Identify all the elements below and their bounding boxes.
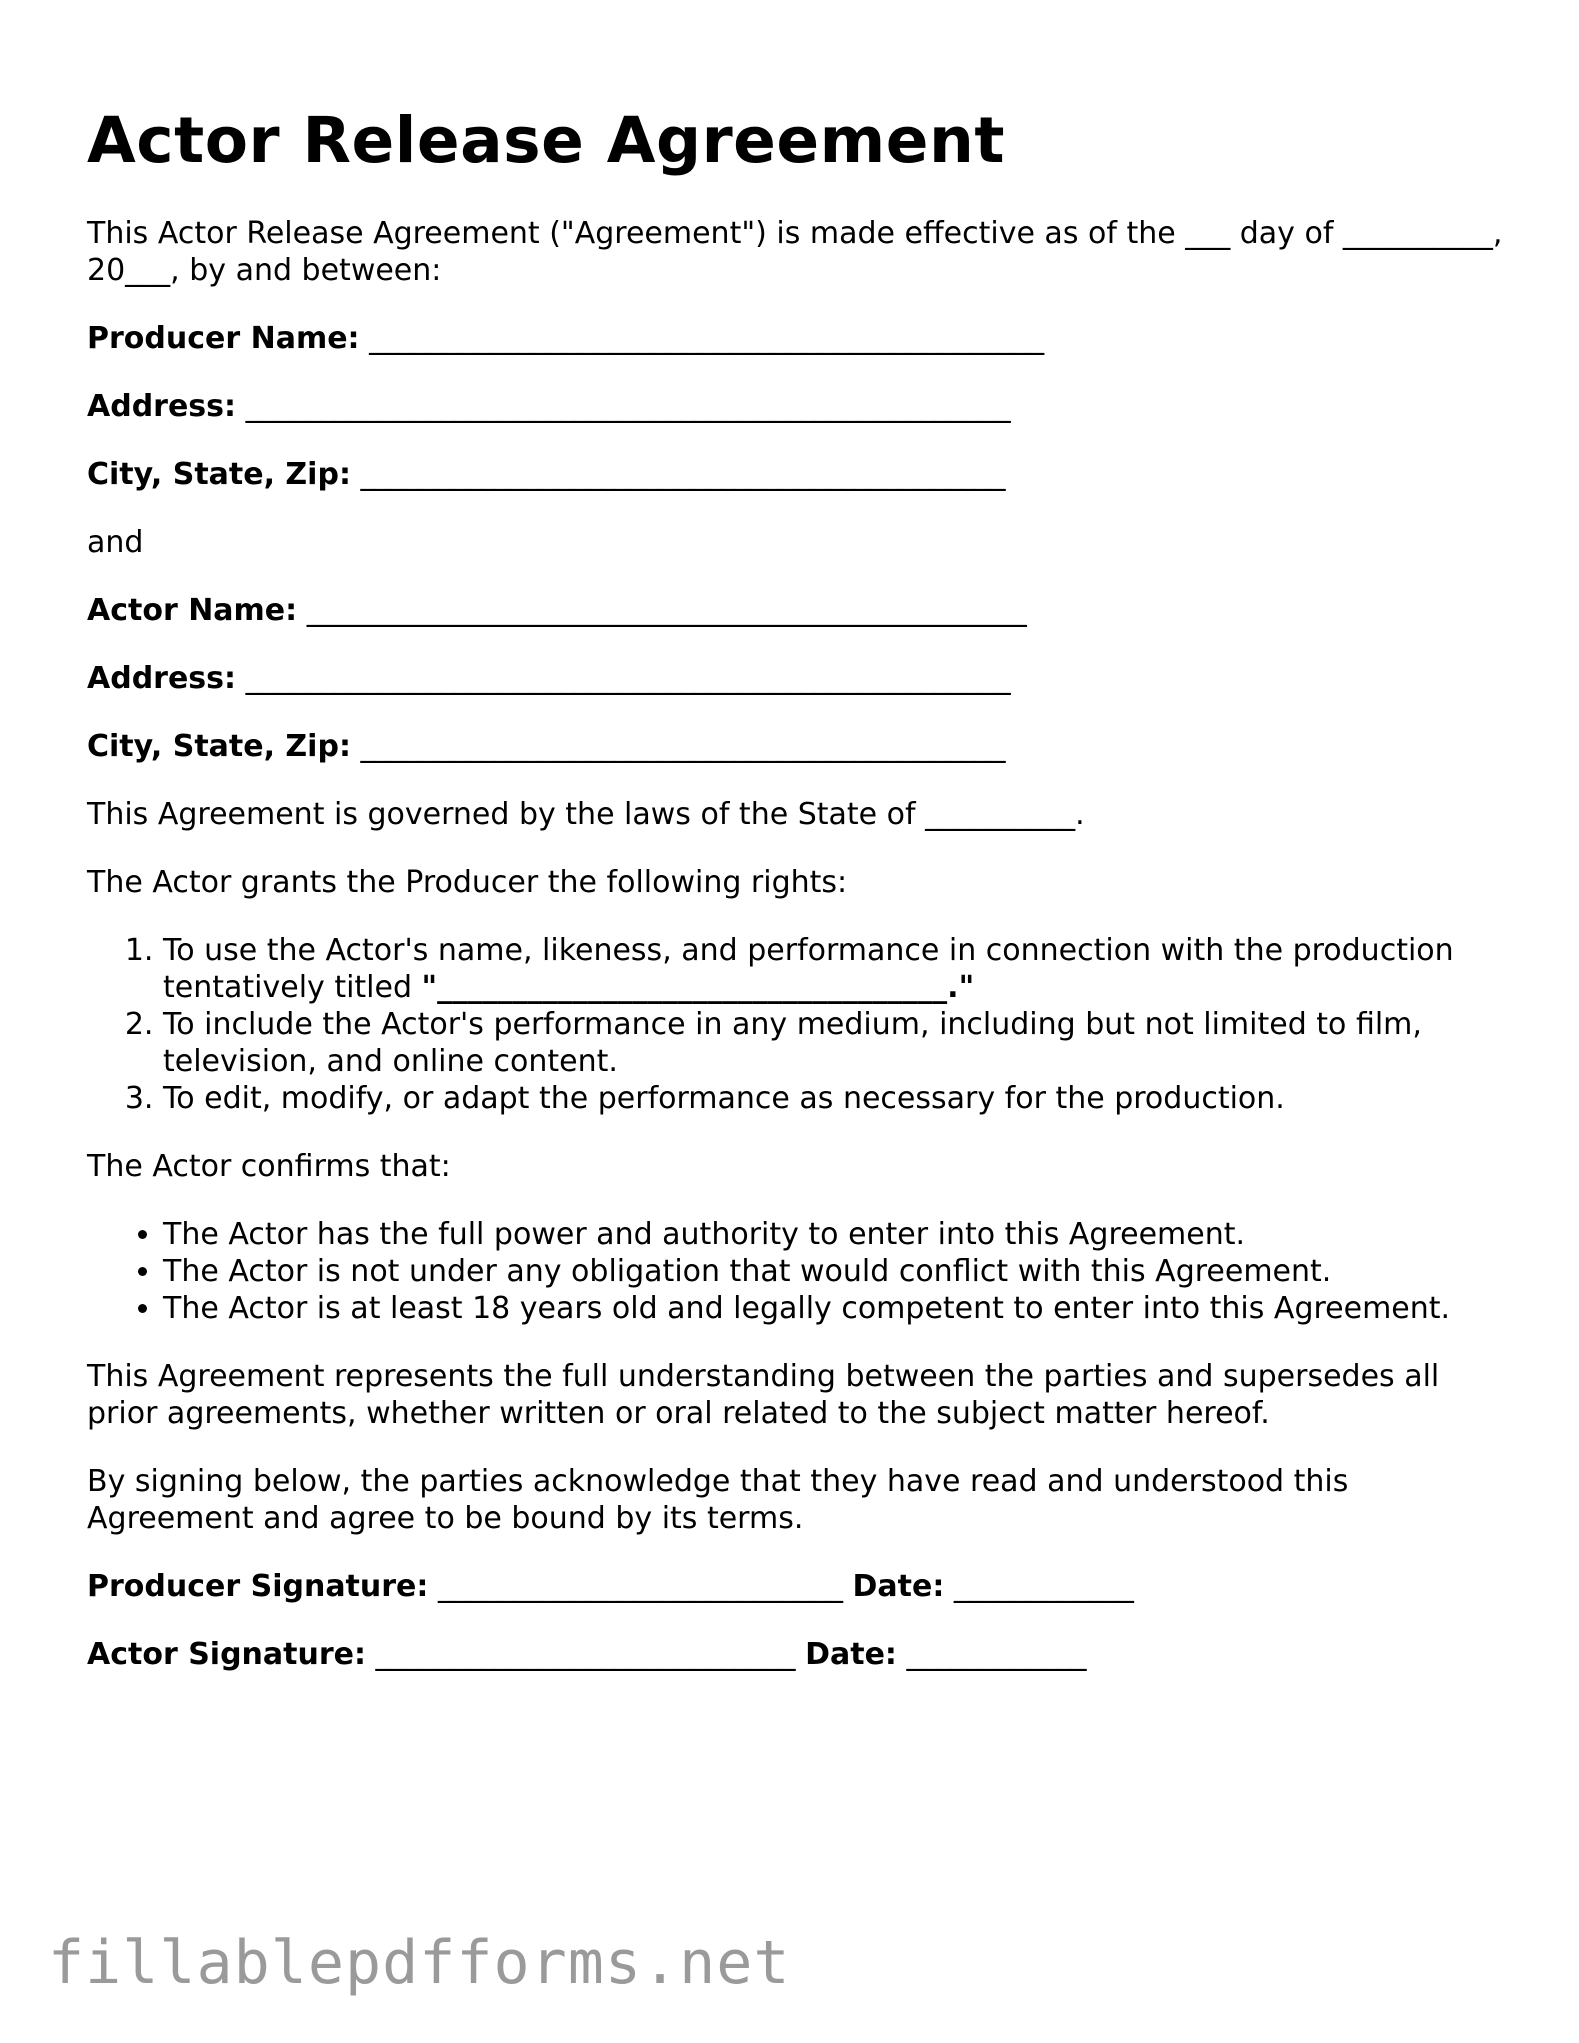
- actor-address-blank[interactable]: ___________________________________________________: [245, 661, 1011, 697]
- watermark: fillablepdfforms.net: [48, 1928, 791, 1998]
- rights-list-item: [163, 932, 1507, 1006]
- rights-list: [87, 932, 1507, 1117]
- rights-intro: The Actor grants the Producer the following rights:: [87, 865, 848, 901]
- actor-address-field[interactable]: [87, 660, 1507, 697]
- and-text: and: [87, 525, 144, 561]
- producer-address-field[interactable]: [87, 388, 1507, 425]
- producer-name-blank[interactable]: _____________________________________________: [369, 321, 1045, 357]
- actor-signature-label: Actor Signature:: [87, 1637, 366, 1673]
- actor-signature-blank[interactable]: ____________________________: [375, 1637, 796, 1673]
- actor-name-field[interactable]: [87, 592, 1507, 629]
- actor-city-label: City, State, Zip:: [87, 729, 351, 765]
- acknowledge-paragraph: By signing below, the parties acknowledge that they have read and understood this Agreement and agree to be bound by its terms.: [87, 1464, 1349, 1537]
- confirms-intro: The Actor confirms that:: [87, 1149, 451, 1185]
- actor-address-label: Address:: [87, 661, 237, 697]
- governing-law-paragraph: This Agreement is governed by the laws of the State of __________.: [87, 797, 1085, 833]
- rights-item-text: To edit, modify, or adapt the performance as necessary for the production.: [163, 1081, 1285, 1117]
- producer-signature-row: [87, 1568, 1507, 1605]
- producer-address-label: Address:: [87, 389, 237, 425]
- document-title: Actor Release Agreement: [87, 104, 1005, 177]
- rights-item-text: To include the Actor's performance in any medium, including but not limited to film, television, and online content.: [163, 1007, 1422, 1080]
- full-understanding-paragraph: This Agreement represents the full understanding between the parties and supersedes all prior agreements, whether written or oral related to the subject matter hereof.: [87, 1359, 1440, 1432]
- producer-date-label: Date:: [852, 1569, 945, 1605]
- producer-city-label: City, State, Zip:: [87, 457, 351, 493]
- actor-signature-row: [87, 1636, 1507, 1673]
- intro-paragraph: This Actor Release Agreement ("Agreement") is made effective as of the ___ day of __________, 20___, by and between:: [87, 216, 1503, 289]
- actor-city-field[interactable]: [87, 728, 1507, 765]
- rights-list-item: [163, 1006, 1507, 1080]
- actor-name-label: Actor Name:: [87, 593, 298, 629]
- rights-list-item: [163, 1080, 1507, 1117]
- producer-name-field[interactable]: [87, 320, 1507, 357]
- rights-item-text: To use the Actor's name, likeness, and performance in connection with the production tentatively titled: [163, 933, 1454, 1006]
- confirms-list-item: • The Actor is at least 18 years old and legally competent to enter into this Agreement.: [163, 1290, 1507, 1327]
- confirms-list-item: • The Actor is not under any obligation that would conflict with this Agreement.: [163, 1253, 1507, 1290]
- producer-signature-blank[interactable]: ___________________________: [437, 1569, 843, 1605]
- producer-city-blank[interactable]: ___________________________________________: [360, 457, 1006, 493]
- producer-city-field[interactable]: [87, 456, 1507, 493]
- producer-address-blank[interactable]: ___________________________________________________: [245, 389, 1011, 425]
- production-title-blank[interactable]: "__________________________________.": [421, 970, 975, 1006]
- producer-signature-label: Producer Signature:: [87, 1569, 429, 1605]
- producer-name-label: Producer Name:: [87, 321, 360, 357]
- producer-date-blank[interactable]: ____________: [953, 1569, 1134, 1605]
- actor-name-blank[interactable]: ________________________________________________: [306, 593, 1027, 629]
- actor-date-label: Date:: [805, 1637, 897, 1673]
- actor-city-blank[interactable]: ___________________________________________: [360, 729, 1006, 765]
- document-page: [87, 105, 1507, 1704]
- actor-date-blank[interactable]: ____________: [906, 1637, 1087, 1673]
- confirms-list: [87, 1216, 1507, 1327]
- confirms-list-item: • The Actor has the full power and authority to enter into this Agreement.: [163, 1216, 1507, 1253]
